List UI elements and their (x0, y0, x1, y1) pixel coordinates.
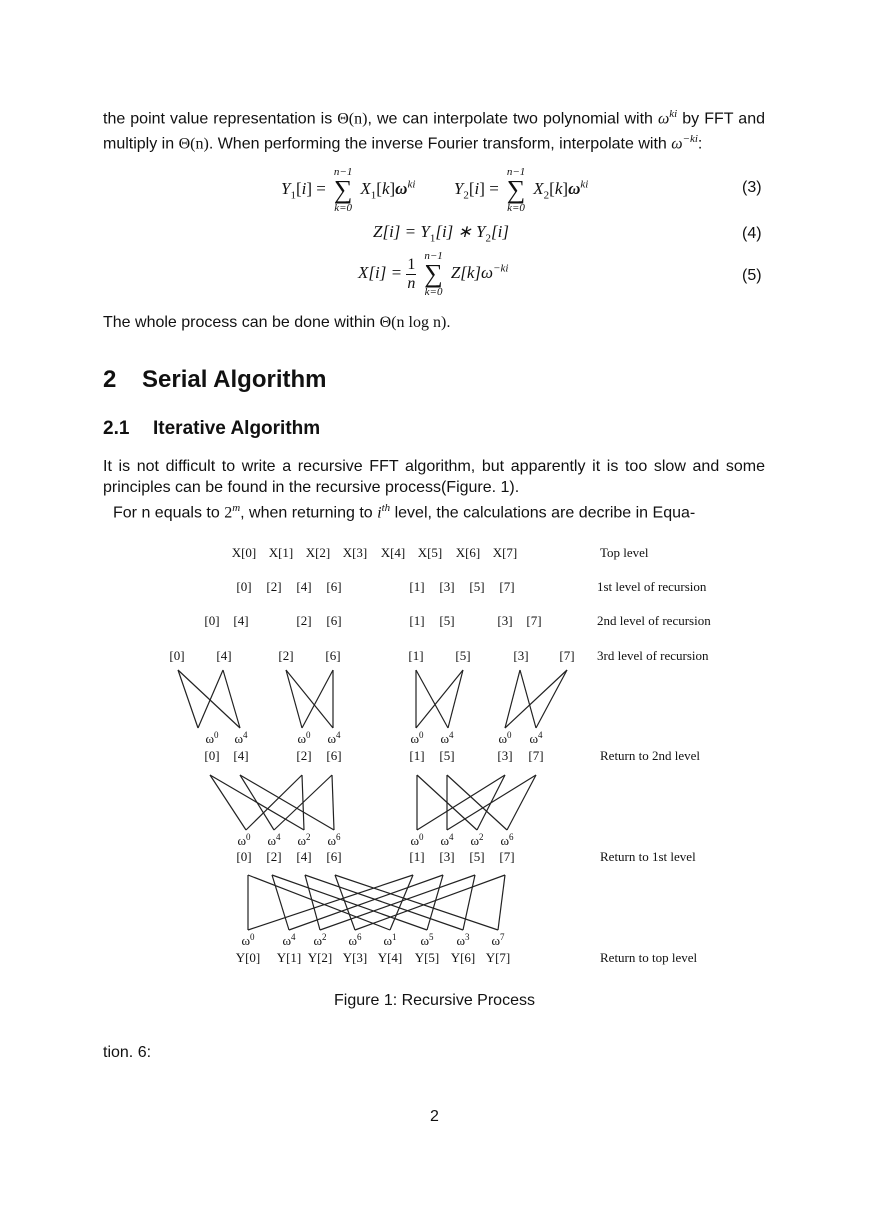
output-item: Y[0] (235, 950, 261, 965)
level2-item: [5] (439, 613, 455, 628)
level2-item: [6] (326, 613, 342, 628)
butterfly-line (240, 775, 274, 830)
twiddle-factor: $\omega^6$ (348, 932, 362, 948)
twiddle-factor: $\omega^4$ (529, 730, 543, 746)
top-level-item: X[2] (305, 545, 331, 560)
output-item: Y[2] (307, 950, 333, 965)
subsection-heading: 2.1 Iterative Algorithm (103, 418, 321, 439)
equation-number-5: (5) (742, 267, 762, 284)
butterfly-line (416, 670, 448, 728)
butterfly-line (332, 775, 334, 830)
level3-item: [5] (455, 648, 471, 663)
return1-item: [7] (499, 849, 515, 864)
level2-item: [7] (526, 613, 542, 628)
output-item: Y[5] (414, 950, 440, 965)
twiddle-factor: $\omega^5$ (420, 932, 434, 948)
level1-item: [7] (499, 579, 515, 594)
level1-item: [0] (236, 579, 252, 594)
row-label-return-top: Return to top level (600, 950, 698, 965)
omega-exponent: −ki (682, 133, 698, 146)
output-item: Y[1] (276, 950, 302, 965)
equation-4: $Z[i] = Y_1[i]$ ∗ $Y_2[i]$ (373, 222, 509, 245)
twiddle-factor: $\omega^4$ (267, 832, 281, 848)
theta-n: Θ(n) (178, 135, 209, 153)
page-number: 2 (430, 1108, 439, 1125)
butterfly-line (505, 670, 520, 728)
twiddle-factor: $\omega^0$ (205, 730, 219, 746)
return2-item: [4] (233, 748, 249, 763)
butterfly-line (505, 670, 567, 728)
twiddle-factor: $\omega^0$ (297, 730, 311, 746)
equation-number-4: (4) (742, 225, 762, 242)
level3-item: [0] (169, 648, 185, 663)
level2-item: [2] (296, 613, 312, 628)
theta-n: Θ(n) (337, 110, 368, 128)
return1-item: [2] (266, 849, 282, 864)
twiddle-factor: $\omega^0$ (237, 832, 251, 848)
intro-text: , we can interpolate two polynomial with (367, 110, 653, 128)
twiddle-factor: $\omega^6$ (500, 832, 514, 848)
return1-item: [0] (236, 849, 252, 864)
twiddle-factor: $\omega^0$ (498, 730, 512, 746)
row-label-level1: 1st level of recursion (597, 579, 707, 594)
level1-item: [3] (439, 579, 455, 594)
level1-item: [6] (326, 579, 342, 594)
return2-item: [3] (497, 748, 513, 763)
omega-symbol: ω (671, 135, 683, 153)
level3-item: [4] (216, 648, 232, 663)
level3-item: [3] (513, 648, 529, 663)
return1-item: [4] (296, 849, 312, 864)
omega-symbol: ω (657, 110, 670, 128)
level3-item: [6] (325, 648, 341, 663)
twiddle-factor: $\omega^4$ (440, 832, 454, 848)
output-item: Y[4] (377, 950, 403, 965)
twiddle-factor: $\omega^7$ (491, 932, 505, 948)
return2-item: [1] (409, 748, 425, 763)
intro-text: . When performing the inverse Fourier transform, interpolate (208, 135, 634, 153)
twiddle-factor: $\omega^2$ (313, 932, 327, 948)
sum-operator: n−1 ∑ k=0 (424, 250, 443, 298)
fraction: $\frac{1}{n}$ (407, 255, 416, 292)
complexity-sentence: The whole process can be done within Θ(n log n). (103, 314, 451, 331)
return1-item: [6] (326, 849, 342, 864)
body-paragraph-1: It is not difficult to write a recursive FFT algorithm, but apparently it is too slow and some principles can be found in the recursive process(Figure. 1). (103, 458, 765, 496)
omega-exponent: ki (669, 108, 678, 120)
intro-text: with (638, 135, 667, 153)
sum-operator: n−1 ∑ k=0 (333, 166, 353, 214)
level3-item: [7] (559, 648, 575, 663)
butterfly-line (210, 775, 246, 830)
body-paragraph-2: For n equals to 2$^m$, when returning to $i^{th}$ level, the calculations are decribe in Equa- (113, 502, 696, 522)
twiddle-factor: $\omega^4$ (282, 932, 296, 948)
top-level-item: X[5] (417, 545, 443, 560)
butterfly-line (447, 775, 507, 830)
level1-item: [1] (409, 579, 425, 594)
return2-item: [5] (439, 748, 455, 763)
equation-3: $Y_1[i]$ = n−1 ∑ k=0 $X_1[k]\omega^{ki}$ $Y_2[i]$ = n−1 ∑ k=0 $X_2[k]\omega^{ki}$ (281, 166, 589, 214)
twiddle-factor: $\omega^6$ (327, 832, 341, 848)
return2-item: [2] (296, 748, 312, 763)
level3-item: [2] (278, 648, 294, 663)
intro-text: : (697, 135, 703, 153)
twiddle-factor: $\omega^0$ (410, 730, 424, 746)
butterfly-line (286, 670, 333, 728)
return1-item: [3] (439, 849, 455, 864)
row-label-top: Top level (600, 545, 649, 560)
intro-text: FFT and multiply in (103, 110, 765, 153)
level1-item: [4] (296, 579, 312, 594)
level3-item: [1] (408, 648, 424, 663)
return2-item: [6] (326, 748, 342, 763)
level1-item: [5] (469, 579, 485, 594)
twiddle-factor: $\omega^4$ (327, 730, 341, 746)
return1-item: [1] (409, 849, 425, 864)
output-item: Y[6] (450, 950, 476, 965)
butterfly-line (390, 875, 413, 930)
return2-item: [0] (204, 748, 220, 763)
sum-operator: n−1 ∑ k=0 (506, 166, 526, 214)
top-level-item: X[1] (268, 545, 294, 560)
butterfly-line (507, 775, 536, 830)
level2-item: [4] (233, 613, 249, 628)
row-label-level2: 2nd level of recursion (597, 613, 711, 628)
butterfly-line (272, 875, 427, 930)
twiddle-factor: $\omega^2$ (297, 832, 311, 848)
top-level-item: X[3] (342, 545, 368, 560)
equation-number-3: (3) (742, 179, 762, 196)
twiddle-factor: $\omega^4$ (440, 730, 454, 746)
equation-5: X[i] = $\frac{1}{n}$ n−1 ∑ k=0 $Z[k]\omega^{-ki}$ (358, 250, 509, 298)
output-item: Y[3] (342, 950, 368, 965)
butterfly-line (248, 875, 390, 930)
level2-item: [1] (409, 613, 425, 628)
butterfly-line (320, 875, 475, 930)
return2-item: [7] (528, 748, 544, 763)
return1-item: [5] (469, 849, 485, 864)
twiddle-factor: $\omega^3$ (456, 932, 470, 948)
twiddle-factor: $\omega^0$ (410, 832, 424, 848)
row-label-return1: Return to 1st level (600, 849, 696, 864)
intro-text: by (682, 110, 700, 128)
butterfly-line (536, 670, 567, 728)
intro-text: the point value representation is (103, 110, 333, 128)
twiddle-factor: $\omega^4$ (234, 730, 248, 746)
body-paragraph-3: tion. 6: (103, 1044, 152, 1061)
output-item: Y[7] (485, 950, 511, 965)
row-label-level3: 3rd level of recursion (597, 648, 709, 663)
level2-item: [3] (497, 613, 513, 628)
level1-item: [2] (266, 579, 282, 594)
butterfly-line (302, 670, 333, 728)
butterfly-line (274, 775, 332, 830)
figure-caption: Figure 1: Recursive Process (334, 992, 535, 1009)
twiddle-factor: $\omega^2$ (470, 832, 484, 848)
top-level-item: X[6] (455, 545, 481, 560)
level2-item: [0] (204, 613, 220, 628)
top-level-item: X[0] (231, 545, 257, 560)
butterfly-line (198, 670, 223, 728)
section-heading: 2 Serial Algorithm (103, 366, 327, 393)
twiddle-factor: $\omega^0$ (241, 932, 255, 948)
butterfly-line (498, 875, 505, 930)
row-label-return2: Return to 2nd level (600, 748, 701, 763)
top-level-item: X[7] (492, 545, 518, 560)
twiddle-factor: $\omega^1$ (383, 932, 397, 948)
butterfly-line (178, 670, 240, 728)
butterfly-line (520, 670, 536, 728)
butterfly-line (286, 670, 302, 728)
top-level-item: X[4] (380, 545, 406, 560)
